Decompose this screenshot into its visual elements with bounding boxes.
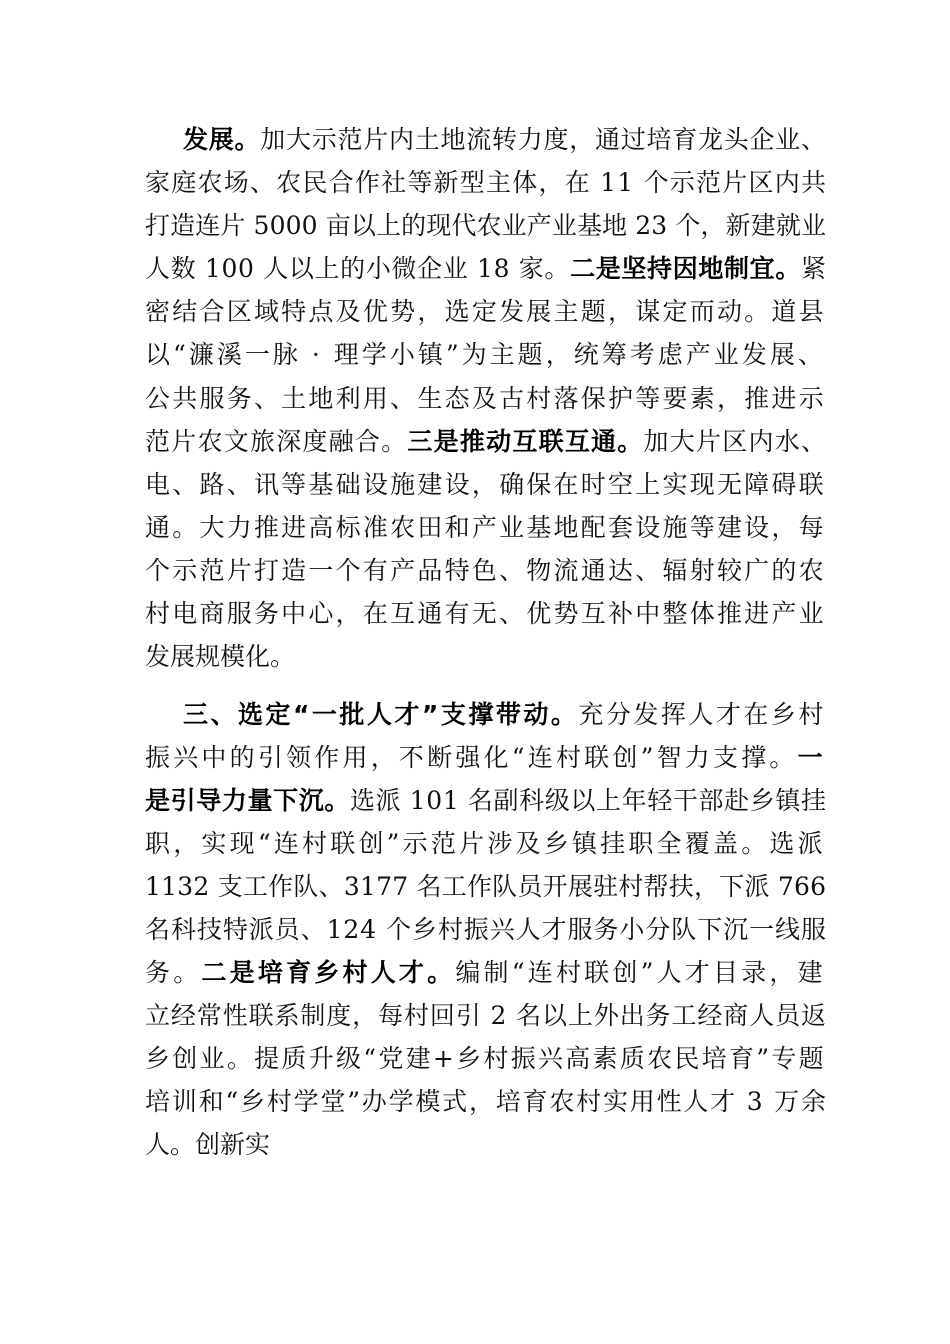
bold-heading-segment: 是引导力量下沉。 — [145, 786, 350, 815]
text-segment: 电、路、讯等基础设施建设，确保在时空上实现无障碍联 — [145, 470, 826, 499]
bold-heading-segment: 发展。 — [183, 125, 261, 154]
text-segment: 村电商服务中心，在互通有无、优势互补中整体推进产业 — [145, 599, 826, 628]
text-segment: 人数 100 人以上的小微企业 18 家。 — [145, 254, 571, 283]
text-segment: 1132 支工作队、3177 名工作队员开展驻村帮扶，下派 766 — [145, 872, 827, 901]
text-segment: 职，实现“连村联创”示范片涉及乡镇挂职全覆盖。选派 — [145, 829, 826, 858]
text-line — [145, 786, 827, 816]
text-line — [145, 958, 826, 988]
text-segment: 家庭农场、农民合作社等新型主体，在 11 个示范片区内共 — [145, 168, 828, 197]
text-segment: 加大片区内水、 — [643, 427, 828, 456]
bold-heading-segment: 二是培育乡村人才。 — [201, 958, 456, 987]
text-segment: 乡创业。提质升级“党建+乡村振兴高素质农民培育”专题 — [145, 1044, 826, 1073]
text-line — [145, 743, 826, 773]
text-segment: 立经常性联系制度，每村回引 2 名以上外出务工经商人员返 — [145, 1001, 827, 1030]
text-segment: 选派 101 名副科级以上年轻干部赴乡镇挂 — [349, 786, 827, 815]
text-segment: 编制“连村联创”人才目录，建 — [455, 958, 826, 987]
text-line — [145, 872, 826, 902]
text-segment: 名科技特派员、124 个乡村振兴人才服务小分队下沉一线服 — [145, 915, 827, 944]
text-line — [145, 1087, 828, 1117]
text-segment: 通。大力推进高标准农田和产业基地配套设施等建设，每 — [145, 513, 826, 542]
text-segment: 范片农文旅深度融合。 — [145, 427, 408, 456]
text-line — [145, 556, 826, 586]
text-segment: 打造连片 5000 亩以上的现代农业产业基地 23 个，新建就业 — [145, 211, 827, 240]
text-segment: 培训和“乡村学堂”办学模式，培育农村实用性人才 3 万余 — [145, 1087, 828, 1116]
text-line — [145, 427, 827, 457]
text-line — [145, 340, 826, 370]
text-segment: 发展规模化。 — [145, 642, 296, 671]
text-line — [145, 384, 826, 414]
bold-heading-segment: 一 — [797, 743, 826, 772]
text-line — [145, 168, 827, 198]
text-line — [145, 470, 826, 500]
bold-heading-segment: 二是坚持因地制宜。 — [570, 254, 801, 283]
text-line — [145, 829, 826, 859]
text-line — [145, 642, 295, 672]
text-segment: 公共服务、土地利用、生态及古村落保护等要素，推进示 — [145, 384, 826, 413]
text-line — [145, 211, 826, 241]
text-segment: 务。 — [145, 958, 202, 987]
text-segment: 充分发挥人才在乡村 — [578, 700, 826, 729]
text-line — [145, 1044, 826, 1074]
text-segment: 以“濂溪一脉 · 理学小镇”为主题，统筹考虑产业发展、 — [145, 340, 826, 369]
text-line — [145, 1130, 270, 1160]
text-segment: 人。创新实 — [145, 1130, 271, 1159]
text-segment: 个示范片打造一个有产品特色、物流通达、辐射较广的农 — [145, 556, 826, 585]
text-line — [145, 254, 827, 284]
text-line — [145, 513, 826, 543]
text-line — [145, 599, 826, 629]
text-line — [183, 700, 826, 730]
text-segment: 振兴中的引领作用，不断强化“连村联创”智力支撑。 — [145, 743, 798, 772]
bold-heading-segment: 三是推动互联互通。 — [407, 427, 644, 456]
text-segment: 密结合区域特点及优势，选定发展主题，谋定而动。道县 — [145, 297, 826, 326]
text-segment: 加大示范片内土地流转力度，通过培育龙头企业、 — [260, 125, 827, 154]
text-segment: 紧 — [800, 254, 827, 283]
text-line — [145, 297, 826, 327]
text-line — [145, 915, 827, 945]
text-line — [145, 1001, 827, 1031]
text-line — [183, 125, 827, 155]
bold-heading-segment: 三、选定“一批人才”支撑带动。 — [183, 700, 579, 729]
